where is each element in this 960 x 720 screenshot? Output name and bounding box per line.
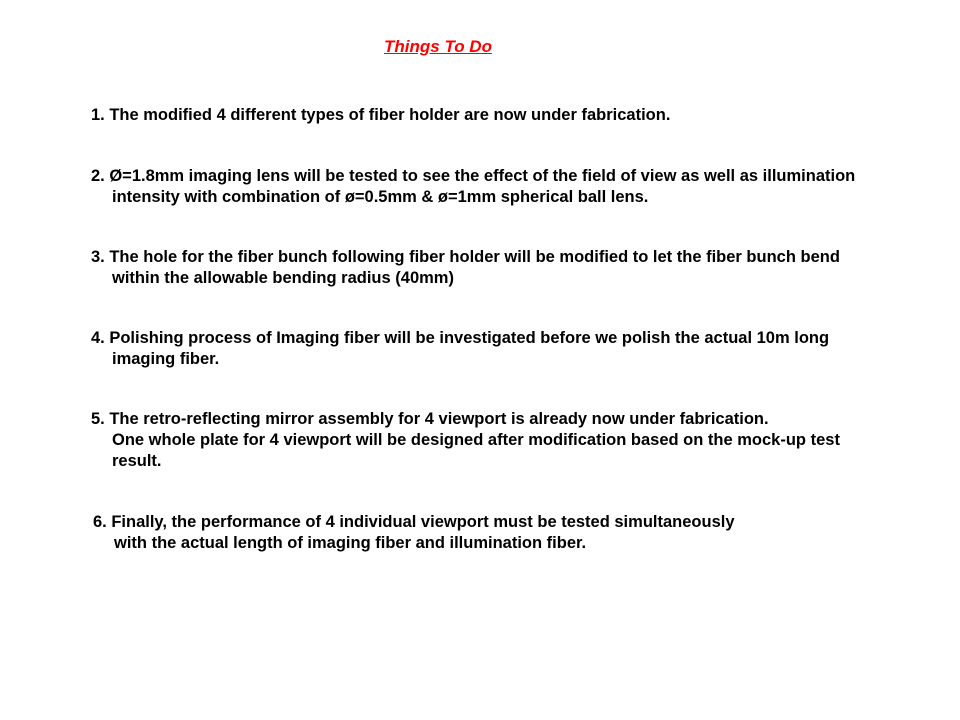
todo-item-1 <box>91 105 670 126</box>
todo-item-5 <box>91 409 840 472</box>
todo-item-2 <box>91 166 855 208</box>
todo-item-4 <box>91 328 829 370</box>
page-title: Things To Do <box>384 37 492 56</box>
todo-item-line: 6. Finally, the performance of 4 individual viewport must be tested simultaneously <box>93 513 735 531</box>
todo-item-line: 1. The modified 4 different types of fiber holder are now under fabrication. <box>91 106 671 124</box>
todo-item-3 <box>91 247 840 289</box>
todo-item-line: with the actual length of imaging fiber and illumination fiber. <box>114 534 587 552</box>
todo-item-line: 4. Polishing process of Imaging fiber will be investigated before we polish the actual 10m long <box>91 329 830 347</box>
todo-item-line: 3. The hole for the fiber bunch following fiber holder will be modified to let the fiber bunch bend <box>91 248 840 266</box>
todo-item-line: result. <box>112 452 162 470</box>
todo-item-line: intensity with combination of ø=0.5mm & ø=1mm spherical ball lens. <box>112 188 649 206</box>
todo-item-6 <box>93 512 735 554</box>
todo-item-line: 5. The retro-reflecting mirror assembly for 4 viewport is already now under fabrication. <box>91 410 769 428</box>
todo-item-line: One whole plate for 4 viewport will be designed after modification based on the mock-up test <box>112 431 840 449</box>
todo-item-line: 2. Ø=1.8mm imaging lens will be tested to see the effect of the field of view as well as illumination <box>91 167 856 185</box>
todo-item-line: imaging fiber. <box>112 350 220 368</box>
todo-item-line: within the allowable bending radius (40mm) <box>112 269 454 287</box>
